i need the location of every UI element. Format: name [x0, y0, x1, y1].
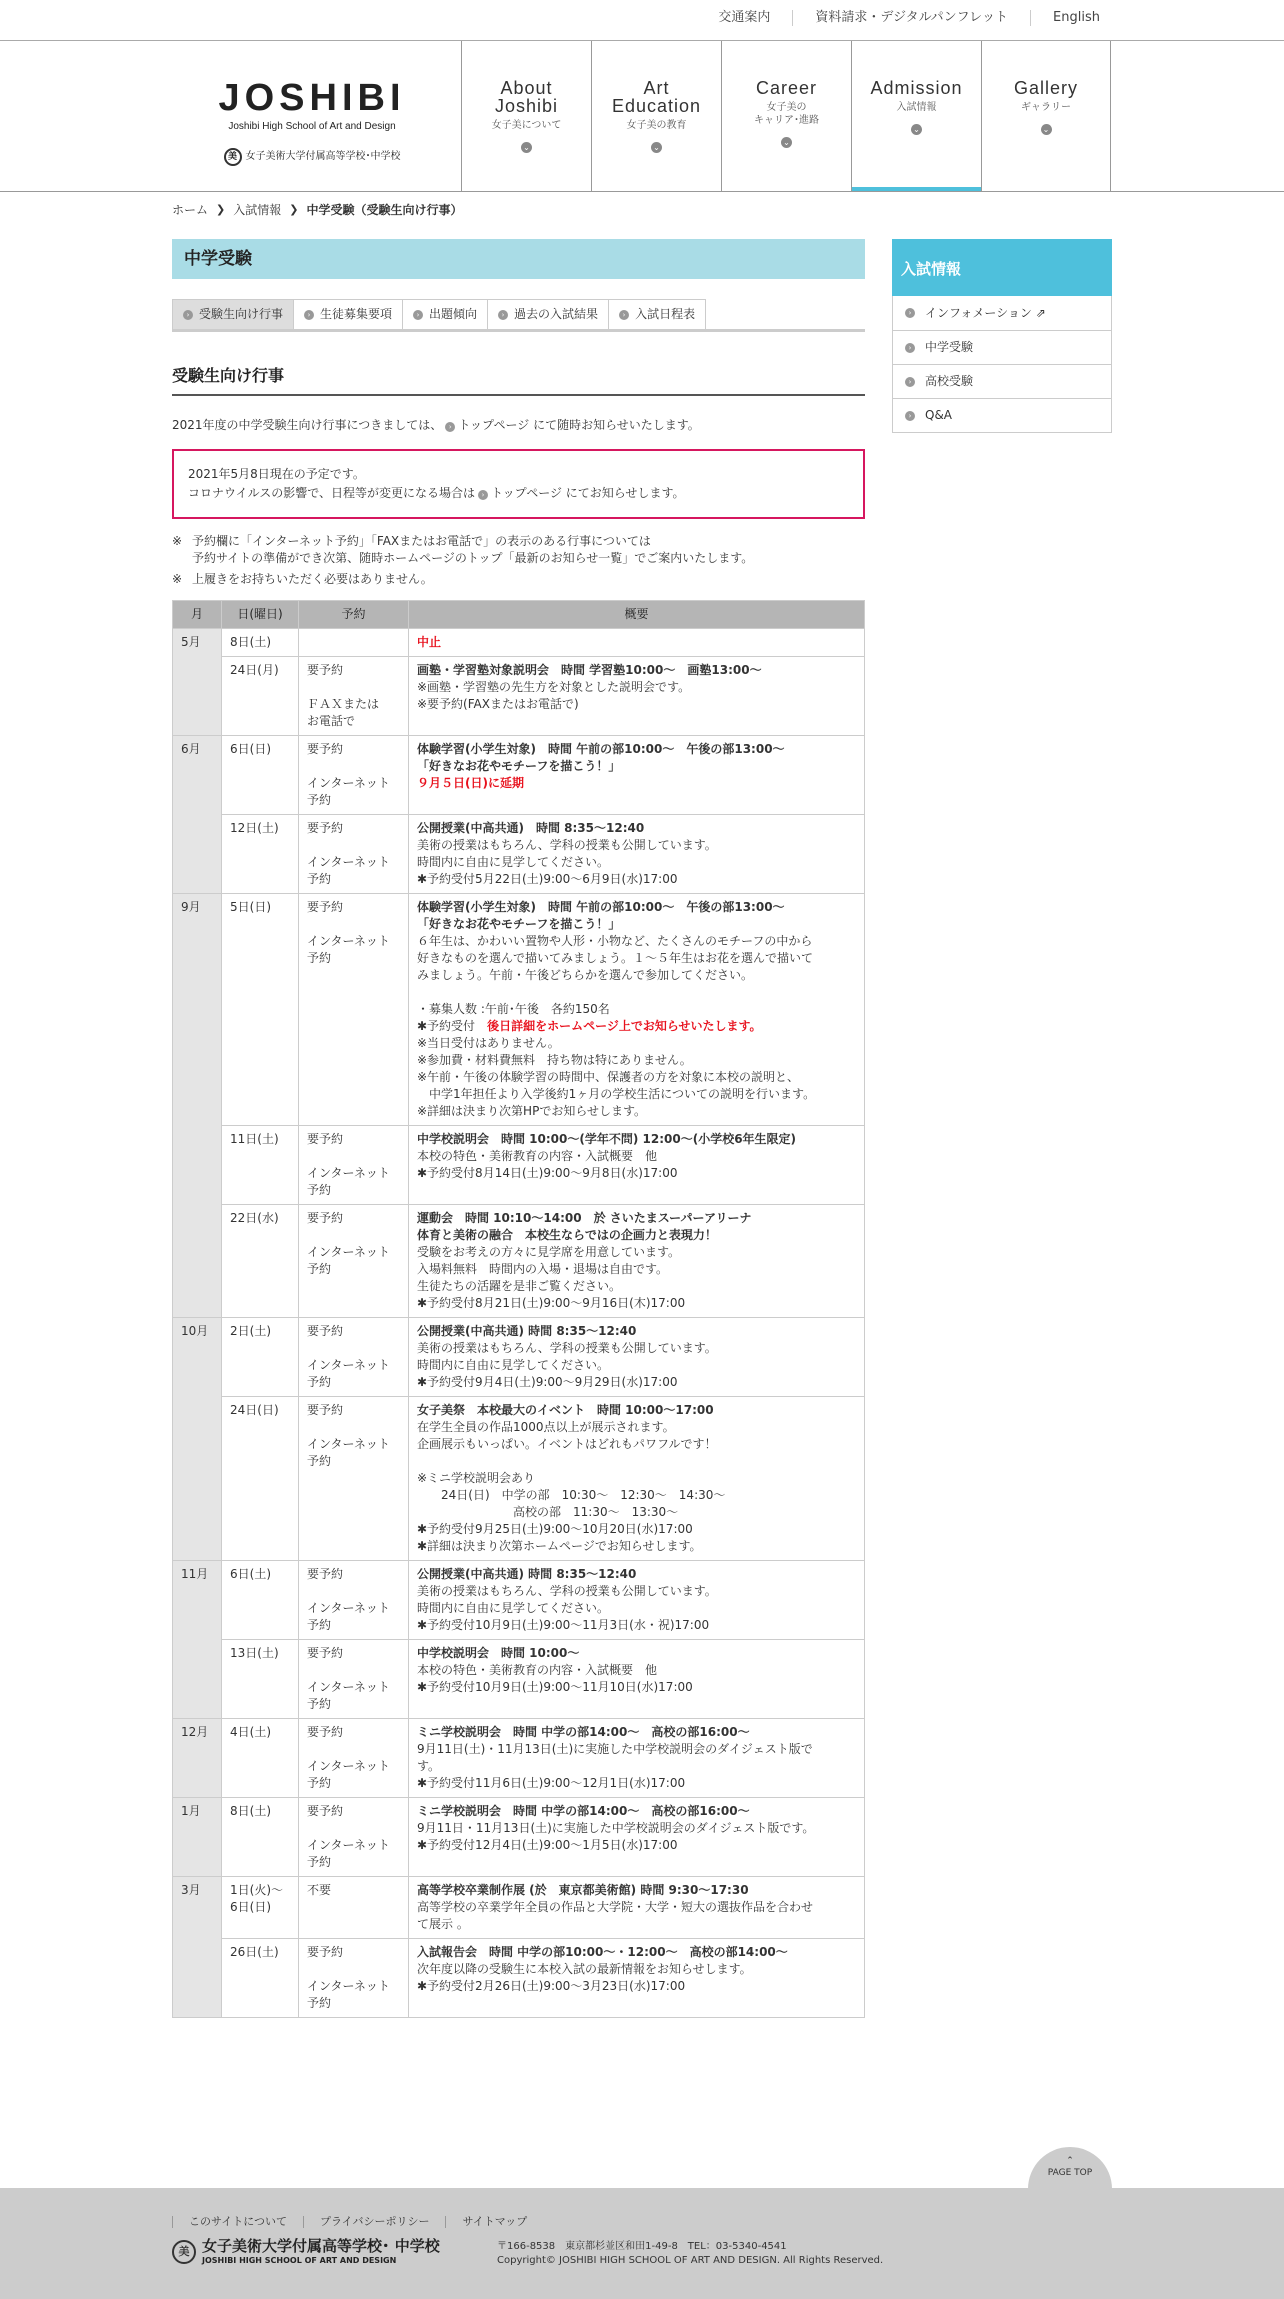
table-row — [173, 1317, 865, 1396]
table-row — [173, 814, 865, 893]
reservation-cell: 要予約 インターネット 予約 — [299, 814, 409, 893]
summary-cell: ミニ学校説明会 時間 中学の部14:00～ 高校の部16:00～ 9月11日(土)・11月13日(土)に実施した中学校説明会のダイジェスト版で す。 ✱予約受付11月6日(土)9:00～12月1日(水)17:00 — [409, 1718, 865, 1797]
utility-links — [696, 10, 1122, 26]
chevron-down-icon: ⌄ — [1041, 124, 1052, 135]
sidebar-item-high-school[interactable]: › 高校受験 — [893, 364, 1111, 398]
reservation-cell: 要予約 インターネット 予約 — [299, 1396, 409, 1560]
table-row — [173, 1797, 865, 1876]
reservation-cell: 要予約 ＦＡＸまたは お電話で — [299, 656, 409, 735]
date-cell: 11日(土) — [222, 1125, 299, 1204]
circle-arrow-icon: › — [413, 310, 423, 320]
reservation-cell: 要予約 インターネット 予約 — [299, 1639, 409, 1718]
events-table — [172, 600, 865, 2018]
date-cell: 12日(土) — [222, 814, 299, 893]
date-cell: 1日(火)～ 6日(日) — [222, 1876, 299, 1938]
footer-school-name: 女子美術大学付属高等学校･ 中学校 — [202, 2237, 440, 2255]
sidebar-title: 入試情報 — [892, 239, 1112, 296]
date-cell: 2日(土) — [222, 1317, 299, 1396]
summary-cell: 女子美祭 本校最大のイベント 時間 10:00～17:00 在学生全員の作品1000点以上が展示されます。 企画展示もいっぱい。イベントはどれもパワフルです！ ※ミニ学校説明会あり 24日(日) 中学の部 10:30～ 12:30～ 14:30～ 高校の部 11:30～ 13:30～ ✱予約受付9月25日(土)9:00～10月20日(水)17:00 ✱詳細は決まり次第ホームページでお知らせします。 — [409, 1396, 865, 1560]
summary-cell: 公開授業(中高共通) 時間 8:35～12:40 美術の授業はもちろん、学科の授業も公開しています。 時間内に自由に見学してください。 ✱予約受付5月22日(土)9:00～6月9日(水)17:00 — [409, 814, 865, 893]
summary-cell: 画塾・学習塾対象説明会 時間 学習塾10:00～ 画塾13:00～ ※画塾・学習塾の先生方を対象とした説明会です。 ※要予約(FAXまたはお電話で) — [409, 656, 865, 735]
date-cell: 22日(水) — [222, 1204, 299, 1317]
circle-arrow-icon: › — [183, 310, 193, 320]
site-header — [0, 41, 1284, 192]
notice-top-page-link[interactable]: トップページ — [491, 486, 562, 501]
table-row — [173, 1396, 865, 1560]
circle-arrow-icon: › — [905, 377, 915, 387]
table-row — [173, 1876, 865, 1938]
summary-cell: 運動会 時間 10:10～14:00 於 さいたまスーパーアリーナ 体育と美術の融合 本校生ならではの企画力と表現力！ 受験をお考えの方々に見学席を用意しています。 入場料無料 時間内の入場・退場は自由です。 生徒たちの活躍を是非ご覧ください。 ✱予約受付8月21日(土)9:00～9月16日(木)17:00 — [409, 1204, 865, 1317]
brochure-link[interactable]: 資料請求・デジタルパンフレット — [792, 10, 1030, 26]
reservation-cell: 要予約 インターネット 予約 — [299, 1560, 409, 1639]
table-row — [173, 1204, 865, 1317]
tab-past-results[interactable]: › 過去の入試結果 — [487, 299, 609, 329]
reservation-cell: 要予約 インターネット 予約 — [299, 1938, 409, 2017]
global-nav — [461, 41, 1111, 191]
reservation-cell: 要予約 インターネット 予約 — [299, 1317, 409, 1396]
table-row — [173, 735, 865, 814]
breadcrumb-current: 中学受験（受験生向け行事） — [306, 203, 463, 217]
nav-admission[interactable]: Admission 入試情報 ⌄ — [851, 41, 981, 191]
breadcrumb-home[interactable]: ホーム — [172, 203, 209, 217]
footer-address: 〒166-8538 東京都杉並区和田1-49-8 TEL：03-5340-4541 Copyright© JOSHIBI HIGH SCHOOL OF ART AND DESIGN. All Rights Reserved. — [497, 2241, 884, 2266]
summary-cell: 高等学校卒業制作展 (於 東京都美術館) 時間 9:30～17:30 高等学校の卒業学年全員の作品と大学院・大学・短大の選抜作品を合わせ て展示 。 — [409, 1876, 865, 1938]
month-cell: 9月 — [173, 893, 222, 1317]
breadcrumb-admission[interactable]: 入試情報 — [233, 203, 282, 217]
sidebar-item-qa[interactable]: › Q&A — [893, 398, 1111, 432]
sidebar — [892, 239, 1112, 433]
table-row — [173, 1125, 865, 1204]
tab-trends[interactable]: › 出題傾向 — [402, 299, 488, 329]
circle-arrow-icon: › — [304, 310, 314, 320]
summary-cell: 体験学習(小学生対象) 時間 午前の部10:00～ 午後の部13:00～ 「好きなお花やモチーフを描こう！」 ９月５日(日)に延期 — [409, 735, 865, 814]
section-title: 受験生向け行事 — [172, 365, 865, 396]
summary-cell: 公開授業(中高共通) 時間 8:35～12:40 美術の授業はもちろん、学科の授業も公開しています。 時間内に自由に見学してください。 ✱予約受付10月9日(土)9:00～11月3日(水・祝)17:00 — [409, 1560, 865, 1639]
summary-cell: 中止 — [409, 628, 865, 656]
main-content — [172, 239, 865, 2018]
logo-japanese-name: 女子美術大学付属高等学校･中学校 — [245, 151, 401, 162]
footer-logo — [172, 2237, 440, 2266]
footer-links — [172, 2216, 543, 2228]
header-reservation: 予約 — [299, 600, 409, 628]
date-cell: 4日(土) — [222, 1718, 299, 1797]
table-row — [173, 1718, 865, 1797]
circle-arrow-icon: › — [445, 422, 455, 432]
note-1: ※ 予約欄に「インターネット予約」「FAXまたはお電話で」の表示のある行事については 予約サイトの準備ができ次第、随時ホームページのトップ「最新のお知らせ一覧」でご案内いたします。 — [172, 534, 754, 565]
date-cell: 24日(月) — [222, 656, 299, 735]
circle-arrow-icon: › — [905, 308, 915, 318]
chevron-right-icon: ❯ — [216, 203, 226, 216]
summary-cell: 体験学習(小学生対象) 時間 午前の部10:00～ 午後の部13:00～ 「好きなお花やモチーフを描こう！」 ６年生は、かわいい置物や人形・小物など、たくさんのモチーフの中から 好きなものを選んで描いてみましょう。１～５年生はお花を選んで描いて みましょう。午前・午後どちらかを選んで参加してください。 ・募集人数 :午前･午後 各約150名 ✱予約受付 後日詳細をホームページ上でお知らせいたします。 ※当日受付はありません。 ※参加費・材料費無料 持ち物は特にありません。 ※午前・午後の体験学習の時間中、保護者の方を対象に本校の説明と、 中学1年担任より入学後約1ヶ月の学校生活についての説明を行います。 ※詳細は決まり次第HPでお知らせします。 — [409, 893, 865, 1125]
month-cell: 3月 — [173, 1876, 222, 2017]
table-row — [173, 1639, 865, 1718]
summary-cell: 中学校説明会 時間 10:00～(学年不問) 12:00～(小学校6年生限定) 本校の特色・美術教育の内容・入試概要 他 ✱予約受付8月14日(土)9:00～9月8日(水)17:00 — [409, 1125, 865, 1204]
table-row — [173, 893, 865, 1125]
circle-arrow-icon: › — [905, 343, 915, 353]
english-link[interactable]: English — [1030, 10, 1122, 26]
school-seal-icon: 美 — [172, 2240, 196, 2264]
chevron-down-icon: ⌄ — [911, 124, 922, 135]
notice-box: 2021年5月8日現在の予定です。 コロナウイルスの影響で、日程等が変更になる場合は › トップページ にてお知らせします。 — [172, 449, 865, 519]
sidebar-item-junior-high[interactable]: › 中学受験 — [893, 330, 1111, 364]
summary-cell: 入試報告会 時間 中学の部10:00～・12:00～ 高校の部14:00～ 次年度以降の受験生に本校入試の最新情報をお知らせします。 ✱予約受付2月26日(土)9:00～3月23日(水)17:00 — [409, 1938, 865, 2017]
reservation-cell: 要予約 インターネット 予約 — [299, 1797, 409, 1876]
utility-bar — [0, 0, 1284, 41]
summary-cell: 中学校説明会 時間 10:00～ 本校の特色・美術教育の内容・入試概要 他 ✱予約受付10月9日(土)9:00～11月10日(水)17:00 — [409, 1639, 865, 1718]
page-top-button[interactable]: ⌃ PAGE TOP — [1028, 2147, 1112, 2189]
table-row — [173, 628, 865, 656]
header-month: 月 — [173, 600, 222, 628]
date-cell: 6日(土) — [222, 1560, 299, 1639]
date-cell: 6日(日) — [222, 735, 299, 814]
chevron-down-icon: ⌄ — [781, 137, 792, 148]
reservation-cell: 不要 — [299, 1876, 409, 1938]
reservation-cell — [299, 628, 409, 656]
footer-link-about-site[interactable]: このサイトについて — [172, 2216, 303, 2228]
chevron-down-icon: ⌄ — [521, 142, 532, 153]
sub-tabs — [172, 299, 865, 332]
sidebar-list — [892, 296, 1112, 433]
table-row — [173, 656, 865, 735]
summary-cell: 公開授業(中高共通) 時間 8:35～12:40 美術の授業はもちろん、学科の授業も公開しています。 時間内に自由に見学してください。 ✱予約受付9月4日(土)9:00～9月29日(水)17:00 — [409, 1317, 865, 1396]
chevron-right-icon: ❯ — [289, 203, 299, 216]
logo-wordmark: JOSHIBI — [218, 77, 406, 119]
page-title: 中学受験 — [172, 239, 865, 279]
site-footer — [0, 2188, 1284, 2299]
access-link[interactable]: 交通案内 — [718, 10, 771, 25]
date-cell: 5日(日) — [222, 893, 299, 1125]
month-cell: 5月 — [173, 628, 222, 735]
date-cell: 24日(日) — [222, 1396, 299, 1560]
date-cell: 8日(土) — [222, 1797, 299, 1876]
copyright: Copyright© JOSHIBI HIGH SCHOOL OF ART AND DESIGN. All Rights Reserved. — [497, 2255, 884, 2266]
reservation-cell: 要予約 インターネット 予約 — [299, 893, 409, 1125]
summary-cell: ミニ学校説明会 時間 中学の部14:00～ 高校の部16:00～ 9月11日・11月13日(土)に実施した中学校説明会のダイジェスト版です。 ✱予約受付12月4日(土)9:00～1月5日(水)17:00 — [409, 1797, 865, 1876]
nav-art-education[interactable]: Art Education 女子美の教育 ⌄ — [591, 41, 721, 191]
tab-guidelines[interactable]: › 生徒募集要項 — [293, 299, 403, 329]
chevron-down-icon: ⌄ — [651, 142, 662, 153]
footer-school-name-en: JOSHIBI HIGH SCHOOL OF ART AND DESIGN — [202, 2256, 397, 2265]
reservation-cell: 要予約 インターネット 予約 — [299, 1204, 409, 1317]
date-cell: 26日(土) — [222, 1938, 299, 2017]
school-seal-icon: 美 — [224, 148, 242, 166]
circle-arrow-icon: › — [619, 310, 629, 320]
sidebar-item-information[interactable]: › インフォメーション ⇗ — [893, 296, 1111, 330]
date-cell: 8日(土) — [222, 628, 299, 656]
table-row — [173, 1560, 865, 1639]
nav-gallery[interactable]: Gallery ギャラリー ⌄ — [981, 41, 1111, 191]
nav-career[interactable]: Career 女子美の キャリア･進路 ⌄ — [721, 41, 851, 191]
month-cell: 10月 — [173, 1317, 222, 1560]
date-cell: 13日(土) — [222, 1639, 299, 1718]
intro-text: 2021年度の中学受験生向け行事につきましては、 › トップページ にて随時お知らせいたします。 — [172, 418, 700, 433]
reservation-cell: 要予約 インターネット 予約 — [299, 735, 409, 814]
events-table-body — [173, 628, 865, 2017]
nav-about[interactable]: About Joshibi 女子美について ⌄ — [461, 41, 591, 191]
header-date: 日(曜日) — [222, 600, 299, 628]
note-2: ※ 上履きをお持ちいただく必要はありません。 — [172, 571, 433, 586]
month-cell: 1月 — [173, 1797, 222, 1876]
month-cell: 12月 — [173, 1718, 222, 1797]
top-page-link[interactable]: トップページ — [458, 418, 530, 433]
circle-arrow-icon: › — [478, 490, 488, 500]
reservation-cell: 要予約 インターネット 予約 — [299, 1125, 409, 1204]
chevron-up-icon: ⌃ — [1066, 2156, 1074, 2166]
circle-arrow-icon: › — [498, 310, 508, 320]
header-summary: 概要 — [409, 600, 865, 628]
footer-link-privacy[interactable]: プライバシーポリシー — [303, 2216, 445, 2228]
month-cell: 6月 — [173, 735, 222, 893]
circle-arrow-icon: › — [905, 411, 915, 421]
logo-english-name: Joshibi High School of Art and Design — [228, 121, 396, 132]
month-cell: 11月 — [173, 1560, 222, 1718]
site-logo[interactable] — [212, 78, 412, 166]
tab-events[interactable]: › 受験生向け行事 — [172, 299, 294, 329]
breadcrumb — [172, 202, 462, 219]
reservation-cell: 要予約 インターネット 予約 — [299, 1718, 409, 1797]
footer-link-sitemap[interactable]: サイトマップ — [445, 2216, 543, 2228]
table-row — [173, 1938, 865, 2017]
tab-schedule[interactable]: › 入試日程表 — [608, 299, 706, 329]
